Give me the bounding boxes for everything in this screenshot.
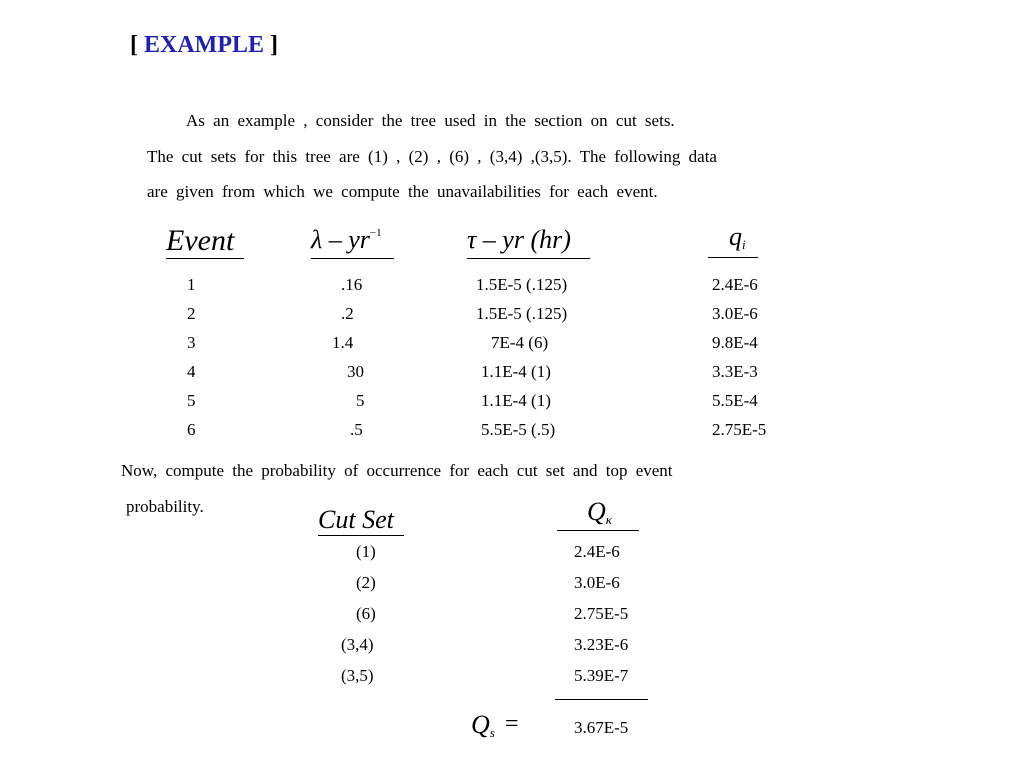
event-id: 3: [187, 333, 196, 352]
page-title: [130, 32, 278, 59]
event-id: 2: [187, 304, 196, 323]
header-q-sub: i: [742, 237, 746, 252]
event-lambda: 5: [356, 391, 365, 410]
header-event: Event: [166, 224, 235, 257]
header-q-underline: [708, 257, 758, 258]
sum-rule: [555, 699, 648, 700]
header-event-underline: [166, 258, 244, 259]
event-lambda: 1.4: [332, 333, 354, 352]
cut-set-id: (3,4): [341, 635, 374, 654]
instruction-line-2: probability.: [126, 497, 204, 516]
event-id: 1: [187, 275, 196, 294]
header-qk-base: Q: [587, 497, 606, 526]
event-tau: 1.5E-5 (.125): [476, 275, 568, 294]
event-q: 5.5E-4: [712, 391, 758, 410]
event-q: 2.4E-6: [712, 275, 758, 294]
header-qk-sub: κ: [605, 512, 613, 527]
title-word: EXAMPLE: [144, 32, 264, 58]
header-q-base: q: [729, 222, 742, 251]
cut-set-q: 5.39E-7: [574, 666, 629, 685]
event-q: 3.0E-6: [712, 304, 758, 323]
header-qk: [587, 497, 612, 528]
total-qs-symbol: [471, 710, 495, 741]
cut-set-q: 2.75E-5: [574, 604, 629, 623]
header-lambda-sup: −1: [369, 227, 382, 239]
cut-set-q: 3.23E-6: [574, 635, 629, 654]
event-lambda: .16: [341, 275, 363, 294]
total-qs-base: Q: [471, 710, 490, 739]
cut-set-q: 2.4E-6: [574, 542, 620, 561]
event-id: 5: [187, 391, 196, 410]
cut-set-id: (6): [356, 604, 376, 623]
total-equals: =: [505, 711, 519, 737]
event-lambda: .5: [350, 420, 363, 439]
cut-set-q: 3.0E-6: [574, 573, 620, 592]
intro-line-1: As an example , consider the tree used in the section on cut sets.: [186, 111, 675, 130]
cut-set-id: (1): [356, 542, 376, 561]
header-qk-underline: [557, 530, 639, 531]
header-lambda-base: λ – yr: [311, 225, 370, 254]
header-cut-set-underline: [318, 535, 404, 536]
header-tau-underline: [467, 258, 590, 259]
event-lambda: .2: [341, 304, 354, 323]
event-tau: 1.1E-4 (1): [481, 362, 551, 381]
event-tau: 7E-4 (6): [491, 333, 549, 352]
instruction-line-1: Now, compute the probability of occurrence for each cut set and top event: [121, 461, 673, 480]
event-q: 3.3E-3: [712, 362, 758, 381]
title-bracket-open: [: [130, 32, 138, 58]
header-lambda: [311, 225, 382, 255]
event-q: 2.75E-5: [712, 420, 767, 439]
total-qs-value: 3.67E-5: [574, 718, 629, 737]
event-lambda: 30: [347, 362, 364, 381]
event-q: 9.8E-4: [712, 333, 758, 352]
intro-line-2: The cut sets for this tree are (1) , (2) , (6) , (3,4) ,(3,5). The following data: [147, 147, 717, 166]
header-lambda-underline: [311, 258, 394, 259]
title-bracket-close: ]: [270, 32, 278, 58]
header-q: [729, 222, 746, 253]
total-qs-sub: s: [489, 725, 495, 740]
event-tau: 1.5E-5 (.125): [476, 304, 568, 323]
event-id: 4: [187, 362, 196, 381]
event-id: 6: [187, 420, 196, 439]
intro-line-3: are given from which we compute the unavailabilities for each event.: [147, 182, 658, 201]
event-tau: 1.1E-4 (1): [481, 391, 551, 410]
event-tau: 5.5E-5 (.5): [481, 420, 556, 439]
cut-set-id: (2): [356, 573, 376, 592]
header-cut-set: Cut Set: [318, 505, 394, 534]
cut-set-id: (3,5): [341, 666, 374, 685]
header-tau: τ – yr (hr): [467, 225, 571, 254]
